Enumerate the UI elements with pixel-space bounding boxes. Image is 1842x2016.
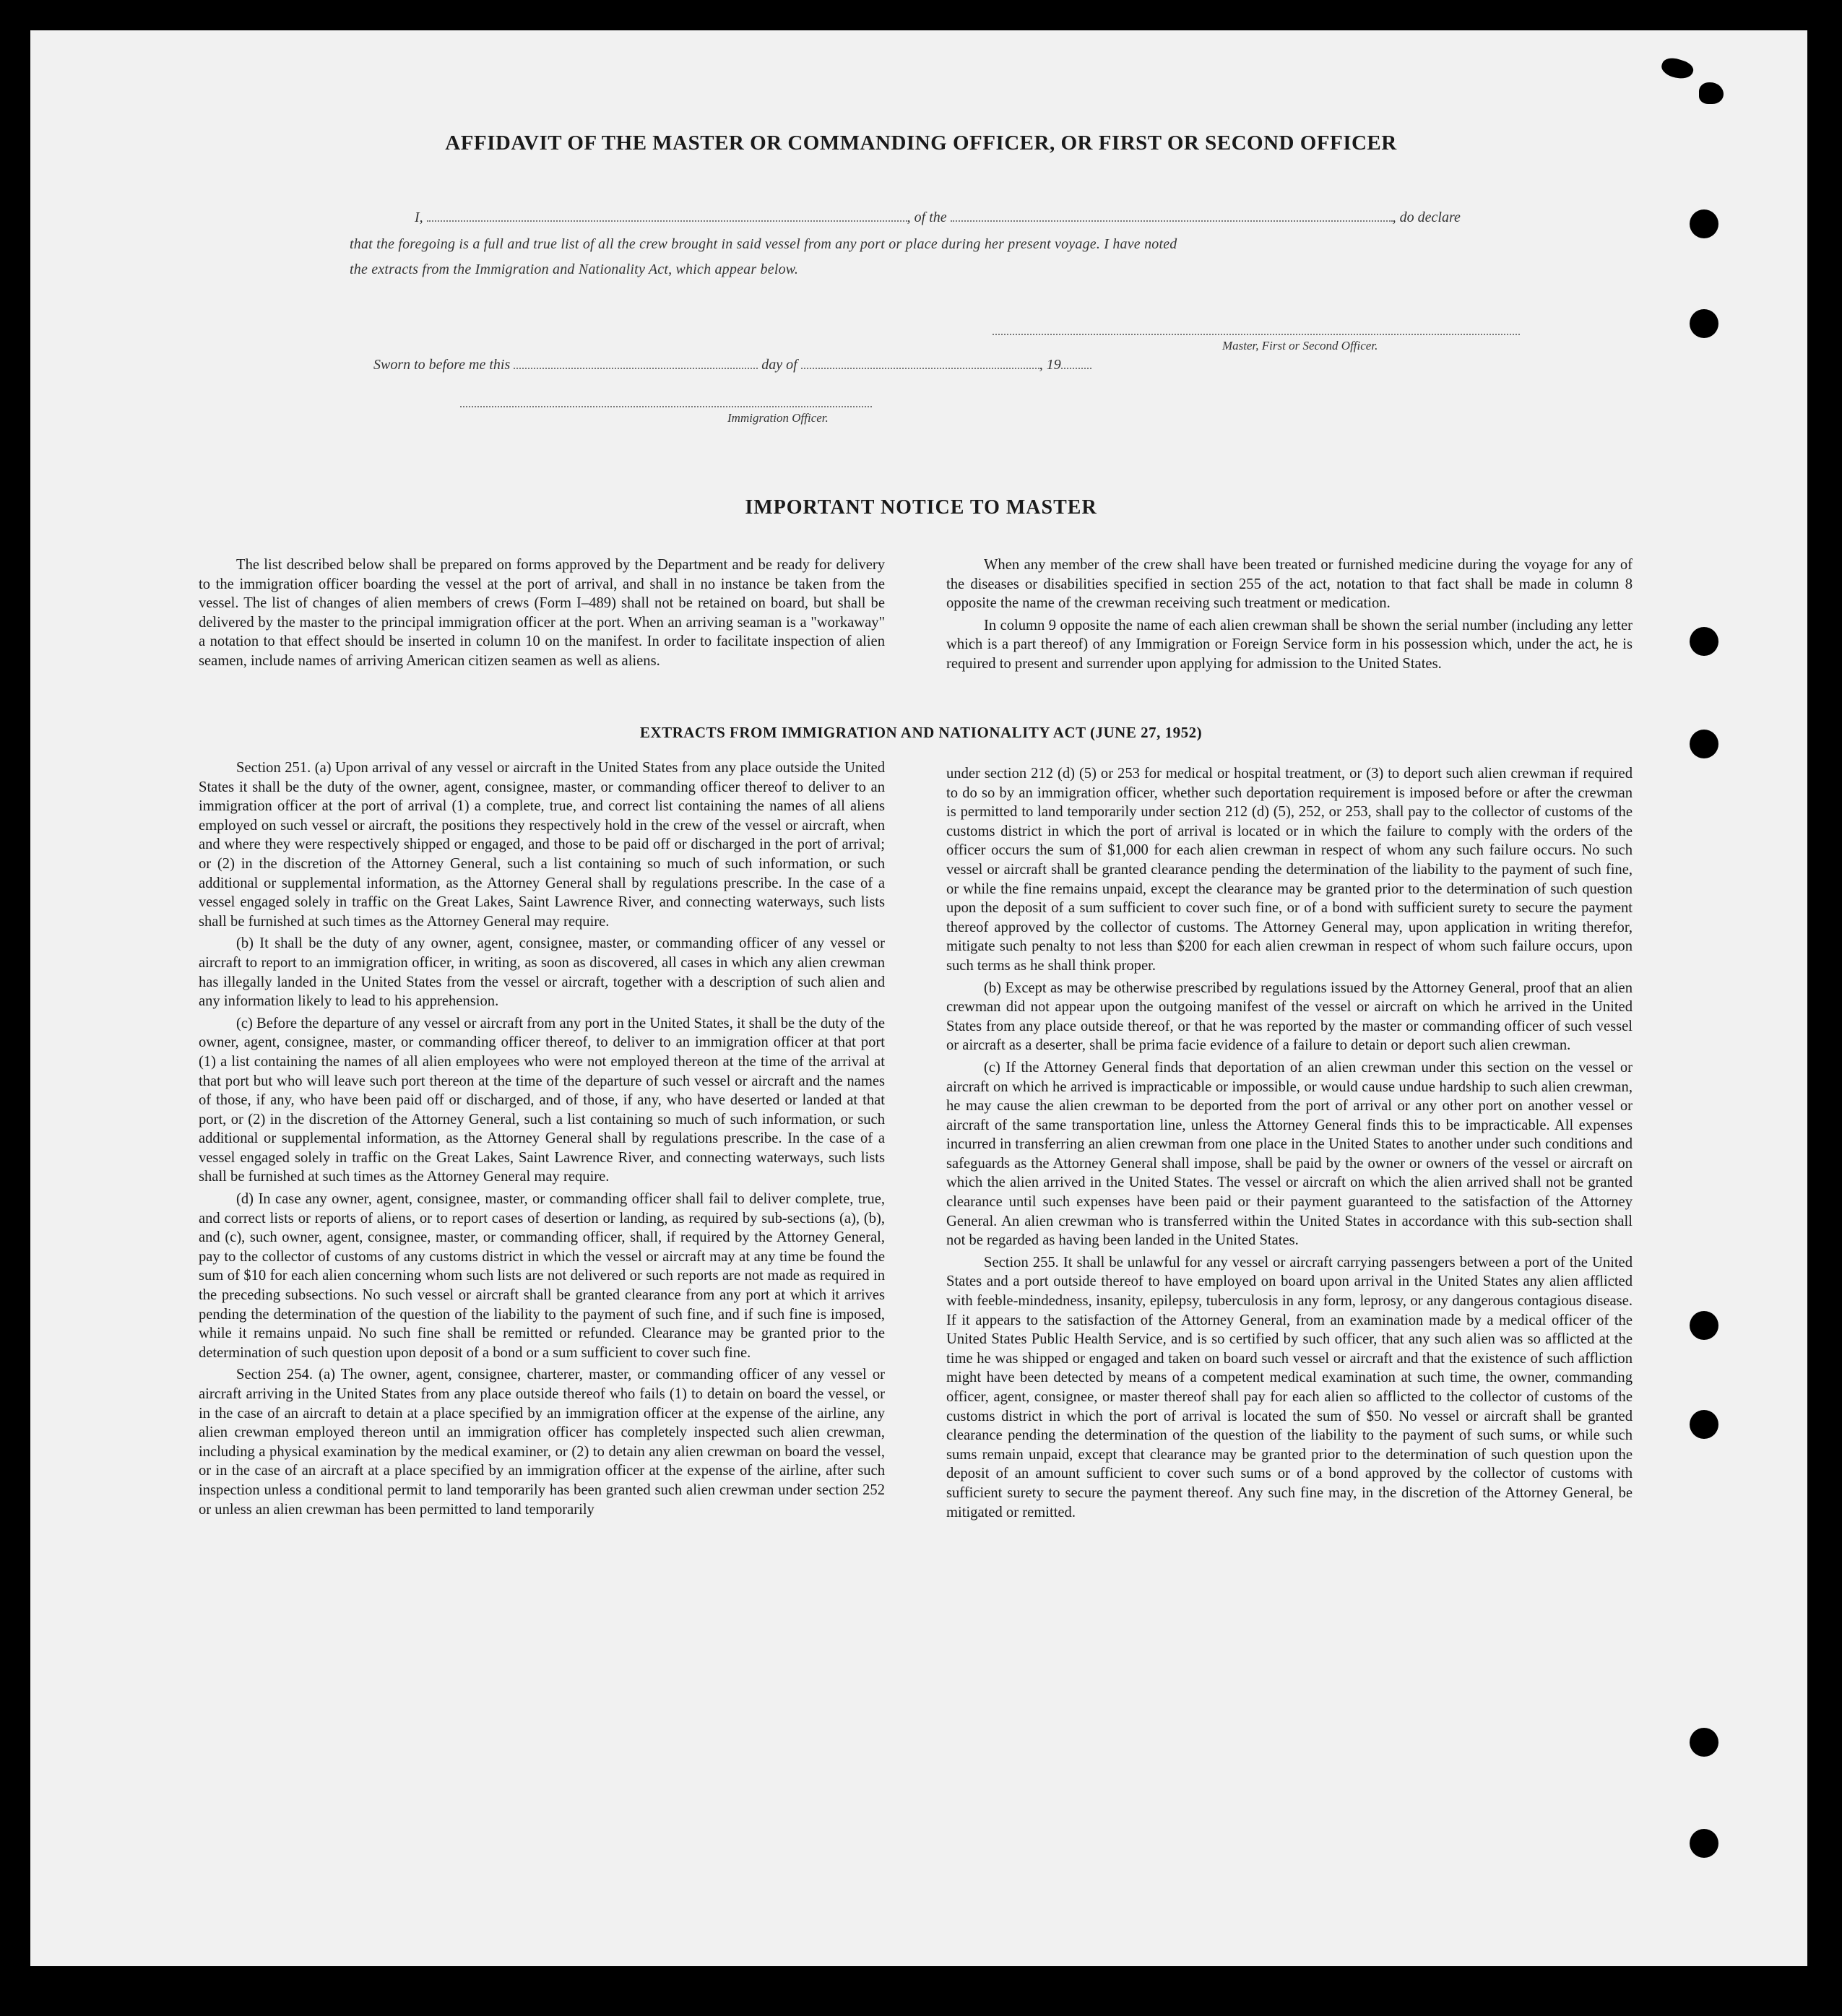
sworn-line bbox=[373, 357, 1091, 373]
vessel-field[interactable] bbox=[951, 210, 1393, 222]
extract-paragraph: (c) If the Attorney General finds that deportation of an alien crewman under this section on the vessel or aircraft on which he arrived is impracticable or impossible, or would cause undue hardship to such alien crewman, he may cause the alien crewman to be deported from the port of arrival or any other port on another vessel or aircraft of the same transportation line, unless the Attorney General finds this to be impracticable. All expenses incurred in transferring an alien crewman from one place in the United States to another under such conditions and safeguards as the Attorney General shall impose, shall be paid by the owner or owners of the vessel or aircraft on which the alien arrived in the United States. The vessel or aircraft on which the alien arrived shall not be granted clearance until such expenses have been paid or their payment guaranteed to the satisfaction of the Attorney General. An alien crewman who is transferred within the United States in accordance with this sub-section shall not be regarded as having been landed in the United States. bbox=[946, 1059, 1633, 1249]
extract-paragraph: under section 212 (d) (5) or 253 for medical or hospital treatment, or (3) to deport such alien crewman if required to do so by an immigration officer, whether such deportation requirement is imposed before or after the crewman is permitted to land temporarily under section 212 (d) (5), 252, or 253, shall pay to the collector of customs of the customs district in which the port of arrival is located or in which the failure to comply with the orders of the officer occurs the sum of $1,000 for each alien crewman in respect of whom any such failure occurs. No such vessel or aircraft shall be granted clearance pending the determination of the liability to the payment of such fine, or while the fine remains unpaid, except the clearance may be granted prior to the determination of such question upon the deposit of a sum sufficient to cover such fine, or of a bond with sufficient surety to secure the payment thereof approved by the collector of customs. The Attorney General may, upon application in writing therefor, mitigate such penalty to not less than $200 for each alien crewman in respect of whom such failure occurs, upon such terms as he shall think proper. bbox=[946, 766, 1633, 974]
extract-paragraph: (d) In case any owner, agent, consignee, master, or commanding officer shall fail to deliver complete, true, and correct lists or reports of aliens, or to report cases of desertion or landing, as required by sub-sections (a), (b), and (c), such owner, agent, consignee, master, or commanding officer, shall, if required by the Attorney General, pay to the collector of customs of any customs district in which the vessel or aircraft may at any time be found the sum of $10 for each alien concerning whom such lists are not delivered or such reports are not made as required in the preceding subsections. No such vessel or aircraft shall be granted clearance from any port at which it arrives pending the determination of the question of the liability to the payment of such fine, and if such fine is imposed, while it remains unpaid. No such fine shall be remitted or refunded. Clearance may be granted prior to the determination of such question upon deposit of a bond or a sum sufficient to cover such fine. bbox=[199, 1191, 885, 1361]
document-page bbox=[30, 30, 1807, 1966]
punch-hole bbox=[1690, 1728, 1718, 1757]
sworn-month-field[interactable] bbox=[801, 358, 1039, 369]
sworn-day-field[interactable] bbox=[514, 358, 758, 369]
extracts-right-column bbox=[946, 764, 1633, 1525]
notice-paragraph: When any member of the crew shall have been treated or furnished medicine during the voyage for any of the diseases or disabilities specified in section 255 of the act, notation to that fact shall be made in column 8 opposite the name of the crewman receiving such treatment or medication. bbox=[946, 557, 1633, 612]
day-of-label: day of bbox=[761, 357, 797, 373]
notice-left-column bbox=[199, 555, 885, 674]
punch-hole bbox=[1690, 1829, 1718, 1858]
punch-hole bbox=[1690, 309, 1718, 338]
punch-hole bbox=[1690, 1311, 1718, 1340]
immigration-officer-signature-line[interactable] bbox=[460, 406, 872, 407]
sworn-year-field[interactable] bbox=[1061, 358, 1091, 369]
affidavit-i-label: I, bbox=[415, 209, 423, 225]
immigration-officer-caption: Immigration Officer. bbox=[727, 411, 829, 425]
punch-hole bbox=[1690, 1410, 1718, 1439]
extract-paragraph: (b) Except as may be otherwise prescribed by regulations issued by the Attorney General, proof that an alien crewman did not appear upon the outgoing manifest of the vessel or aircraft on which he arrived in the United States from any place outside thereof, or that he was reported by the master or commanding officer of such vessel or aircraft as a deserter, shall be prima facie evidence of a failure to detain or deport such alien crewman. bbox=[946, 979, 1633, 1054]
extract-paragraph: (b) It shall be the duty of any owner, agent, consignee, master, or commanding officer of any vessel or aircraft to report to an immigration officer, in writing, as soon as discovered, all cases in which any alien crewman has illegally landed in the United States from the vessel or aircraft, together with a description of such alien and any information likely to lead to his apprehension. bbox=[199, 935, 885, 1010]
notice-title: IMPORTANT NOTICE TO MASTER bbox=[745, 496, 1097, 519]
extract-paragraph: (c) Before the departure of any vessel or aircraft from any port in the United States, it shall be the duty of the owner, agent, consignee, master, or commanding officer thereof, to deliver to an immigration officer at that port (1) a list containing the names of all alien employees who were not employed thereon at the time of the arrival at that port but who will leave such port thereon at the time of the departure of such vessel or aircraft and the names of those, if any, who have been paid off or discharged, and of those, if any, who have deserted or landed at that port, or (2) in the discretion of the Attorney General, such a list containing so much of such information, or such additional or supplemental information, as the Attorney General shall by regulations prescribe. In the case of a vessel engaged solely in traffic on the Great Lakes, Saint Lawrence River, and connecting waterways, such lists shall be furnished at such times as the Attorney General may require. bbox=[199, 1015, 885, 1185]
master-signature-caption: Master, First or Second Officer. bbox=[1222, 339, 1378, 352]
notice-paragraph: The list described below shall be prepared on forms approved by the Department and be ready for delivery to the immigration officer boarding the vessel at the port of arrival, and shall in no instance be taken from the vessel. The list of changes of alien members of crews (Form I–489) shall not be retained on board, but shall be delivered by the master to the principal immigration officer at the port. When an arriving seaman is a "workaway" a notation to that effect should be inserted in column 10 on the manifest. In order to facilitate inspection of alien seamen, include names of arriving American citizen seamen as well as aliens. bbox=[199, 557, 885, 669]
extract-paragraph: Section 254. (a) The owner, agent, consignee, charterer, master, or commanding officer of any vessel or aircraft arriving in the United States from any place outside thereof who fails (1) to detain on board the vessel, or in the case of an aircraft to detain at a place specified by an immigration officer at the expense of the airline, any alien crewman employed thereon until an immigration officer has completely inspected such alien crewman, including a physical examination by the medical examiner, or (2) to detain any alien crewman on board the vessel, or in the case of an aircraft at a place specified by an immigration officer at the expense of the airline, after such inspection unless a conditional permit to land temporarily has been granted such alien crewman under section 252 or unless an alien crewman has been permitted to land temporarily bbox=[199, 1367, 885, 1518]
notice-paragraph: In column 9 opposite the name of each alien crewman shall be shown the serial number (including any letter which is a part thereof) of any Immigration or Foreign Service form in his possession which, under the act, he is required to present and surrender upon applying for admission to the United States. bbox=[946, 617, 1633, 672]
name-field[interactable] bbox=[427, 210, 907, 222]
sworn-label: Sworn to before me this bbox=[373, 357, 511, 373]
affidavit-of-the-label: , of the bbox=[907, 209, 947, 225]
punch-hole bbox=[1690, 209, 1718, 238]
punch-hole bbox=[1690, 627, 1718, 656]
year-label: , 19 bbox=[1039, 357, 1061, 373]
master-signature-line[interactable] bbox=[993, 334, 1520, 335]
affidavit-statement-line-2: the extracts from the Immigration and Nationality Act, which appear below. bbox=[350, 261, 799, 277]
extract-paragraph: Section 255. It shall be unlawful for any vessel or aircraft carrying passengers between a port of the United States and a port outside thereof to have employed on board upon arrival in the United States any alien afflicted with feeble-mindedness, insanity, epilepsy, tuberculosis in any form, leprosy, or any dangerous contagious disease. If it appears to the satisfaction of the Attorney General, from an examination made by a medical officer of the United States Public Health Service, and is so certified by such officer, that any such alien was so afflicted at the time he was shipped or engaged and taken on board such vessel or aircraft and that the existence of such affliction might have been detected by means of a competent medical examination at such time, the owner, commanding officer, agent, consignee, or master thereof shall pay for each alien so afflicted to the collector of customs of the customs district in which the port of arrival is located the sum of $50. No vessel or aircraft shall be granted clearance pending the determination of the question of the liability to the payment of such sums, or while such sums remain unpaid, except that clearance may be granted prior to the determination of such question upon the deposit of an amount sufficient to cover such sums or of a bond approved by the collector of customs with sufficient surety to secure the payment thereof. Any such fine may, in the discretion of the Attorney General, be mitigated or remitted. bbox=[946, 1254, 1633, 1520]
ink-blot bbox=[1699, 82, 1724, 104]
extracts-left-column bbox=[199, 758, 885, 1522]
notice-right-column bbox=[946, 555, 1633, 677]
ink-blot bbox=[1659, 55, 1695, 82]
page-title: AFFIDAVIT OF THE MASTER OR COMMANDING OFFICER, OR FIRST OR SECOND OFFICER bbox=[445, 131, 1397, 155]
extracts-title: EXTRACTS FROM IMMIGRATION AND NATIONALITY ACT (JUNE 27, 1952) bbox=[639, 724, 1203, 741]
affidavit-statement-line-1: that the foregoing is a full and true list of all the crew brought in said vessel from any port or place during her present voyage. I have noted bbox=[350, 236, 1177, 252]
affidavit-declare-label: , do declare bbox=[1392, 209, 1461, 225]
extract-paragraph: Section 251. (a) Upon arrival of any vessel or aircraft in the United States from any place outside the United States it shall be the duty of the owner, agent, consignee, master, or commanding officer thereof to deliver to an immigration officer at the port of arrival (1) a complete, true, and correct list containing the names of all aliens employed on such vessel or aircraft, the positions they respectively hold in the crew of the vessel or aircraft, when and where they were respectively shipped or engaged, and those to be paid off or discharged in the port of arrival; or (2) in the discretion of the Attorney General, such a list containing so much of such information, or such additional or supplemental information, as the Attorney General shall by regulations prescribe. In the case of a vessel engaged solely in traffic on the Great Lakes, Saint Lawrence River, and connecting waterways, such lists shall be furnished at such times as the Attorney General may require. bbox=[199, 760, 885, 930]
